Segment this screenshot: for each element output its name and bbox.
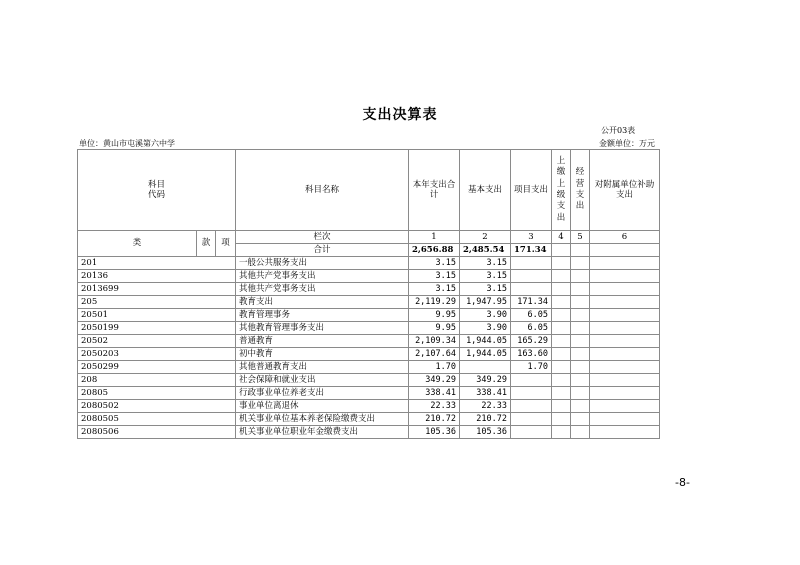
- row-total: 3.15: [409, 270, 460, 283]
- row-project: 171.34: [511, 296, 552, 309]
- row-name: 社会保障和就业支出: [236, 374, 409, 387]
- row-name: 行政事业单位养老支出: [236, 387, 409, 400]
- row-name: 普通教育: [236, 335, 409, 348]
- row-code: 2013699: [78, 283, 236, 296]
- row-project: [511, 387, 552, 400]
- row-total: 9.95: [409, 309, 460, 322]
- row-operating: [571, 296, 590, 309]
- total-subsidy: [590, 244, 660, 257]
- row-operating: [571, 309, 590, 322]
- row-upper: [552, 426, 571, 439]
- row-code: 20502: [78, 335, 236, 348]
- row-name: 教育管理事务: [236, 309, 409, 322]
- row-name: 其他共产党事务支出: [236, 283, 409, 296]
- header-subsidiary-subsidy: 对附属单位补助支出: [590, 150, 660, 231]
- row-operating: [571, 322, 590, 335]
- row-code: 2050299: [78, 361, 236, 374]
- row-code: 2050203: [78, 348, 236, 361]
- row-code: 20805: [78, 387, 236, 400]
- row-operating: [571, 348, 590, 361]
- unit-label: 单位：黄山市屯溪第六中学: [79, 139, 175, 148]
- row-basic: 3.15: [460, 283, 511, 296]
- row-basic: 3.15: [460, 257, 511, 270]
- row-subsidy: [590, 426, 660, 439]
- row-code: 2080505: [78, 413, 236, 426]
- table-row: [78, 361, 660, 374]
- row-operating: [571, 387, 590, 400]
- row-name: 机关事业单位基本养老保险缴费支出: [236, 413, 409, 426]
- row-code: 2080502: [78, 400, 236, 413]
- row-subsidy: [590, 322, 660, 335]
- row-name: 其他共产党事务支出: [236, 270, 409, 283]
- row-total: 1.70: [409, 361, 460, 374]
- row-project: 1.70: [511, 361, 552, 374]
- row-upper: [552, 322, 571, 335]
- row-basic: 338.41: [460, 387, 511, 400]
- total-upper: [552, 244, 571, 257]
- header-total-expense: 本年支出合计: [409, 150, 460, 231]
- row-subsidy: [590, 270, 660, 283]
- total-project: 171.34: [511, 244, 552, 257]
- row-total: 338.41: [409, 387, 460, 400]
- header-subject-code-label: 科目 代码: [148, 179, 166, 200]
- row-project: [511, 426, 552, 439]
- header-column-order: 栏次: [236, 231, 409, 244]
- row-code: 2080506: [78, 426, 236, 439]
- row-operating: [571, 374, 590, 387]
- row-name: 一般公共服务支出: [236, 257, 409, 270]
- row-basic: 3.90: [460, 322, 511, 335]
- header-kuan: 款: [197, 231, 216, 257]
- row-subsidy: [590, 283, 660, 296]
- row-project: 6.05: [511, 322, 552, 335]
- col-number-3: 3: [511, 231, 552, 244]
- row-operating: [571, 426, 590, 439]
- row-upper: [552, 257, 571, 270]
- row-upper: [552, 283, 571, 296]
- row-code: 201: [78, 257, 236, 270]
- row-total: 105.36: [409, 426, 460, 439]
- total-total: 2,656.88: [409, 244, 460, 257]
- header-basic-expense: 基本支出: [460, 150, 511, 231]
- form-code: 公开03表: [601, 126, 636, 135]
- col-number-5: 5: [571, 231, 590, 244]
- row-operating: [571, 283, 590, 296]
- row-code: 20501: [78, 309, 236, 322]
- row-upper: [552, 335, 571, 348]
- table-row: [78, 413, 660, 426]
- header-lei: 类: [78, 231, 197, 257]
- table-body: [78, 257, 660, 439]
- row-subsidy: [590, 387, 660, 400]
- table-row: [78, 257, 660, 270]
- row-operating: [571, 361, 590, 374]
- row-total: 2,107.64: [409, 348, 460, 361]
- row-project: 6.05: [511, 309, 552, 322]
- row-code: 2050199: [78, 322, 236, 335]
- table-row: [78, 348, 660, 361]
- row-project: [511, 257, 552, 270]
- row-subsidy: [590, 296, 660, 309]
- table-row: [78, 270, 660, 283]
- table-row: [78, 400, 660, 413]
- expenditure-table: [77, 149, 660, 439]
- row-operating: [571, 270, 590, 283]
- row-subsidy: [590, 400, 660, 413]
- table-row: [78, 322, 660, 335]
- total-operating: [571, 244, 590, 257]
- row-operating: [571, 257, 590, 270]
- row-subsidy: [590, 374, 660, 387]
- row-subsidy: [590, 348, 660, 361]
- row-total: 2,109.34: [409, 335, 460, 348]
- row-operating: [571, 335, 590, 348]
- header-project-expense: 项目支出: [511, 150, 552, 231]
- table-row: [78, 374, 660, 387]
- row-project: 163.60: [511, 348, 552, 361]
- row-operating: [571, 400, 590, 413]
- row-basic: 22.33: [460, 400, 511, 413]
- amount-unit-label: 金额单位：万元: [599, 139, 655, 148]
- total-basic: 2,485.54: [460, 244, 511, 257]
- row-total: 9.95: [409, 322, 460, 335]
- row-basic: 3.90: [460, 309, 511, 322]
- row-project: [511, 374, 552, 387]
- row-basic: 1,947.95: [460, 296, 511, 309]
- row-subsidy: [590, 309, 660, 322]
- row-upper: [552, 270, 571, 283]
- row-code: 208: [78, 374, 236, 387]
- row-name: 其他普通教育支出: [236, 361, 409, 374]
- row-upper: [552, 413, 571, 426]
- table-row: [78, 335, 660, 348]
- row-basic: 1,944.05: [460, 348, 511, 361]
- row-upper: [552, 361, 571, 374]
- row-subsidy: [590, 413, 660, 426]
- column-order-row: [78, 231, 660, 244]
- row-upper: [552, 348, 571, 361]
- table-row: [78, 387, 660, 400]
- col-number-1: 1: [409, 231, 460, 244]
- row-project: [511, 283, 552, 296]
- row-total: 22.33: [409, 400, 460, 413]
- header-row: [78, 150, 660, 231]
- row-subsidy: [590, 361, 660, 374]
- header-operating-expense: 经营支出: [571, 150, 590, 231]
- header-subject-code: [78, 150, 236, 231]
- row-code: 205: [78, 296, 236, 309]
- row-operating: [571, 413, 590, 426]
- row-upper: [552, 309, 571, 322]
- col-number-2: 2: [460, 231, 511, 244]
- header-xiang: 项: [216, 231, 236, 257]
- row-project: [511, 270, 552, 283]
- table-row: [78, 283, 660, 296]
- total-label: 合计: [236, 244, 409, 257]
- row-project: [511, 413, 552, 426]
- row-basic: 1,944.05: [460, 335, 511, 348]
- row-name: 其他教育管理事务支出: [236, 322, 409, 335]
- row-upper: [552, 296, 571, 309]
- page-title: 支出决算表: [362, 107, 438, 123]
- row-basic: 210.72: [460, 413, 511, 426]
- col-number-6: 6: [590, 231, 660, 244]
- table-row: [78, 296, 660, 309]
- row-subsidy: [590, 335, 660, 348]
- row-upper: [552, 400, 571, 413]
- row-project: 165.29: [511, 335, 552, 348]
- page-number: -8-: [675, 476, 690, 489]
- row-total: 3.15: [409, 257, 460, 270]
- row-total: 3.15: [409, 283, 460, 296]
- col-number-4: 4: [552, 231, 571, 244]
- header-upper-payment: 上缴上级支出: [552, 150, 571, 231]
- row-basic: 105.36: [460, 426, 511, 439]
- header-subject-name: 科目名称: [236, 150, 409, 231]
- row-name: 事业单位离退休: [236, 400, 409, 413]
- row-basic: 3.15: [460, 270, 511, 283]
- row-upper: [552, 374, 571, 387]
- row-name: 初中教育: [236, 348, 409, 361]
- row-subsidy: [590, 257, 660, 270]
- row-total: 210.72: [409, 413, 460, 426]
- row-name: 教育支出: [236, 296, 409, 309]
- row-upper: [552, 387, 571, 400]
- table-row: [78, 426, 660, 439]
- row-project: [511, 400, 552, 413]
- row-total: 2,119.29: [409, 296, 460, 309]
- row-code: 20136: [78, 270, 236, 283]
- row-total: 349.29: [409, 374, 460, 387]
- table-row: [78, 309, 660, 322]
- row-basic: 349.29: [460, 374, 511, 387]
- row-basic: [460, 361, 511, 374]
- row-name: 机关事业单位职业年金缴费支出: [236, 426, 409, 439]
